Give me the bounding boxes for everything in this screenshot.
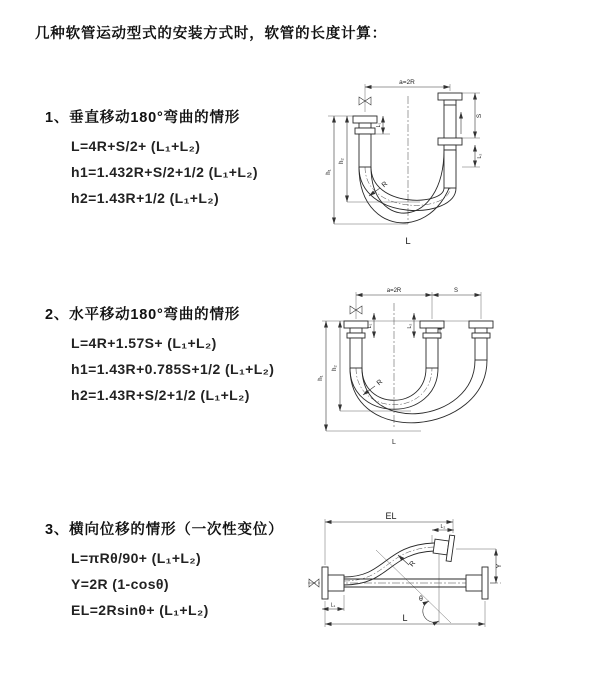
section-2-formulas	[71, 330, 345, 408]
dim-label-l1: L₁	[376, 122, 382, 128]
section-3-formulas	[71, 545, 345, 623]
length-label: L	[405, 236, 411, 247]
formula-line: L=4R+S/2+ (L₁+L₂)	[71, 138, 201, 154]
diagram-horizontal-180-bend	[316, 283, 501, 455]
section-3-heading: 3、横向位移的情形（一次性变位）	[45, 522, 284, 538]
diagram-lateral-displacement	[306, 505, 506, 635]
construction-lines	[376, 545, 451, 623]
dim-label-s: S	[476, 113, 483, 119]
section-2-heading: 2、水平移动180°弯曲的情形	[45, 307, 241, 323]
dimension-lines	[322, 519, 496, 627]
formula-line: h1=1.43R+0.785S+1/2 (L₁+L₂)	[71, 361, 275, 377]
dim-label-a2r: a=2R	[386, 288, 402, 294]
section-1-formulas	[71, 133, 345, 211]
dim-label-l2: L₂	[407, 323, 413, 329]
radius-label: R	[380, 180, 390, 190]
left-pipe-fitting	[344, 321, 368, 368]
length-label: L	[402, 613, 408, 623]
dim-label-l2: L₂	[440, 524, 446, 530]
dim-label-h2: h₂	[332, 365, 338, 371]
hose-arcs	[350, 360, 487, 423]
length-label: L	[392, 439, 396, 446]
dim-label-a2r: a=2R	[399, 79, 415, 86]
angle-label: θ	[419, 596, 423, 603]
formula-line: Y=2R (1-cosθ)	[71, 576, 169, 592]
page-title: 几种软管运动型式的安装方式时，软管的长度计算：	[35, 26, 387, 42]
dim-label-y: Y	[496, 563, 503, 569]
right-lower-flange	[466, 567, 488, 599]
dim-label-l2: L₂	[477, 153, 483, 159]
diagram-vertical-180-bend	[320, 74, 495, 252]
dim-label-l1: L₁	[330, 602, 336, 609]
hose-arcs	[359, 150, 456, 223]
dimension-lines	[322, 292, 491, 431]
left-pipe-fitting	[353, 116, 377, 167]
formula-line: h2=1.43R+S/2+1/2 (L₁+L₂)	[71, 387, 250, 403]
section-vertical-movement	[45, 106, 345, 211]
left-flange	[322, 567, 344, 599]
diagram-labels	[331, 511, 503, 623]
section-horizontal-movement	[45, 303, 345, 408]
section-1-heading: 1、垂直移动180°弯曲的情形	[45, 110, 241, 126]
radius-label: R	[408, 559, 418, 569]
dim-label-h1: h₁	[326, 169, 332, 175]
dim-label-s: S	[453, 288, 459, 294]
formula-line: EL=2Rsinθ+ (L₁+L₂)	[71, 602, 209, 618]
right-upper-flange	[432, 533, 454, 561]
diagram-labels	[326, 79, 483, 247]
dimension-lines	[328, 84, 480, 224]
right-pipe-fitting	[469, 321, 493, 360]
middle-pipe-fitting	[420, 321, 444, 368]
radius-label: R	[375, 378, 385, 388]
dim-label-h2: h₂	[339, 158, 345, 164]
formula-line: h2=1.43R+1/2 (L₁+L₂)	[71, 190, 220, 206]
section-lateral-displacement	[45, 518, 345, 623]
dim-label-el: EL	[385, 511, 397, 521]
formula-line: L=4R+1.57S+ (L₁+L₂)	[71, 335, 217, 351]
formula-line: L=πRθ/90+ (L₁+L₂)	[71, 550, 202, 566]
dim-label-l1: L₁	[367, 323, 373, 329]
dim-label-h1: h₁	[318, 375, 324, 381]
centerlines	[365, 96, 450, 224]
formula-line: h1=1.432R+S/2+1/2 (L₁+L₂)	[71, 164, 258, 180]
